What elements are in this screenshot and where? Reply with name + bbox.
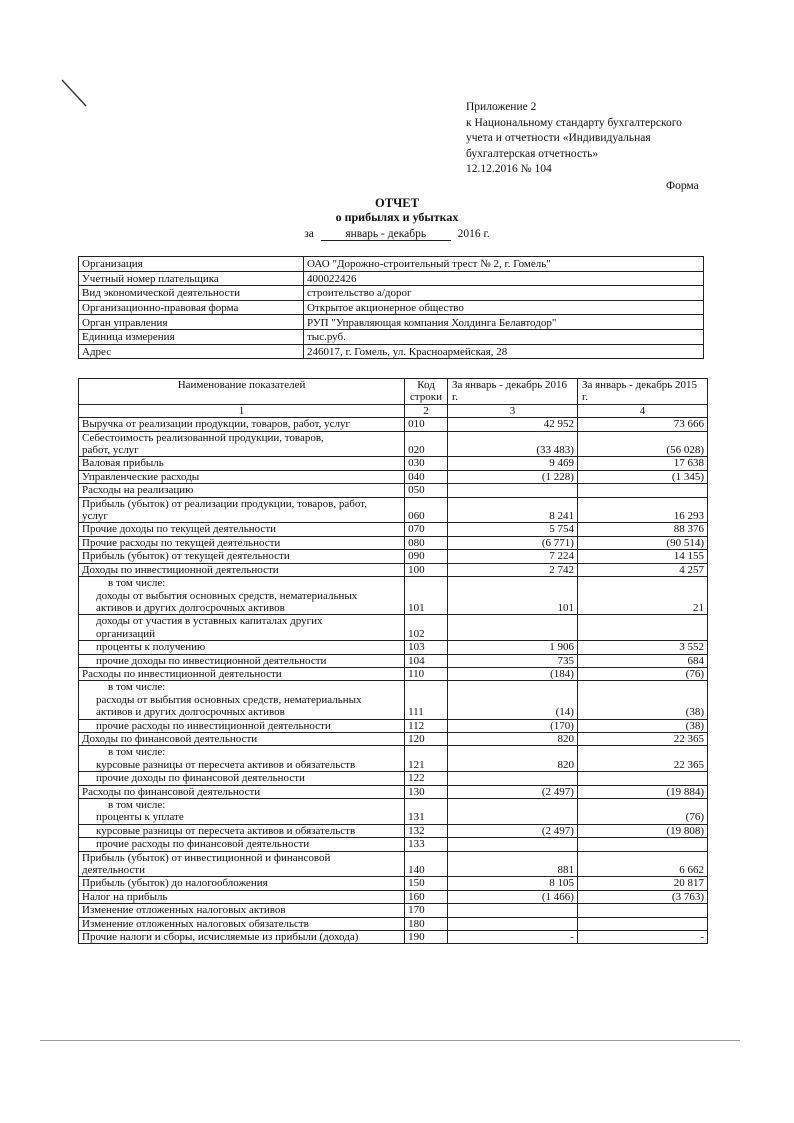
- row-value-2015: (3 763): [577, 890, 707, 903]
- info-value: ОАО "Дорожно-строительный трест № 2, г. Гомель": [304, 257, 704, 272]
- table-row: [79, 577, 708, 615]
- row-value-2015: 16 293: [577, 497, 707, 523]
- row-value-2015: [577, 904, 707, 917]
- row-name-line: в том числе:: [108, 799, 166, 811]
- period-year: 2016 г.: [457, 228, 490, 240]
- annex-line: 12.12.2016 № 104: [466, 163, 552, 175]
- row-name-line: проценты к уплате: [96, 811, 184, 824]
- row-name-line: Изменение отложенных налоговых активов: [82, 904, 286, 917]
- row-value-2016: [447, 838, 577, 851]
- info-label: Учетный номер плательщика: [79, 271, 304, 286]
- row-name: [79, 799, 405, 825]
- table-row: [79, 824, 708, 837]
- info-row: [79, 344, 704, 359]
- row-name: [79, 615, 405, 641]
- row-value-2016: [447, 904, 577, 917]
- row-name: [79, 746, 405, 772]
- row-code: 131: [405, 799, 448, 825]
- table-row: [79, 654, 708, 667]
- row-value-2015: (90 514): [577, 536, 707, 549]
- row-name-line: в том числе:: [108, 577, 166, 590]
- table-row: [79, 732, 708, 745]
- row-code: 170: [405, 904, 448, 917]
- form-label: Форма: [666, 180, 699, 192]
- row-name: [79, 563, 405, 576]
- row-value-2016: 735: [447, 654, 577, 667]
- row-name: [79, 824, 405, 837]
- page-divider: [40, 1040, 740, 1041]
- row-name-line: Доходы по финансовой деятельности: [82, 732, 258, 745]
- row-value-2015: [577, 615, 707, 641]
- row-value-2016: 5 754: [447, 523, 577, 536]
- row-name-line: активов и других долгосрочных активов: [96, 706, 285, 719]
- row-code: 132: [405, 824, 448, 837]
- report-subtitle: о прибылях и убытках: [335, 210, 459, 224]
- row-code: 140: [405, 851, 448, 877]
- column-number: 2: [405, 404, 448, 417]
- row-code: 103: [405, 641, 448, 654]
- row-code: 190: [405, 931, 448, 944]
- row-value-2016: 7 224: [447, 550, 577, 563]
- table-row: [79, 877, 708, 890]
- info-value: Открытое акционерное общество: [304, 300, 704, 315]
- row-name-line: прочие расходы по финансовой деятельности: [96, 838, 310, 851]
- row-value-2015: 14 155: [577, 550, 707, 563]
- column-number: 1: [79, 404, 405, 417]
- info-value: тыс.руб.: [304, 329, 704, 344]
- row-code: 080: [405, 536, 448, 549]
- row-value-2015: 88 376: [577, 523, 707, 536]
- row-name: [79, 577, 405, 615]
- table-row: [79, 746, 708, 772]
- row-code: 133: [405, 838, 448, 851]
- row-name-line: Расходы по инвестиционной деятельности: [82, 667, 282, 680]
- table-row: [79, 785, 708, 798]
- row-code: 180: [405, 917, 448, 930]
- row-name: [79, 470, 405, 483]
- row-name-line: доходы от выбытия основных средств, нематериальных: [96, 589, 358, 602]
- row-code: 050: [405, 484, 448, 497]
- row-value-2016: (6 771): [447, 536, 577, 549]
- row-code: 112: [405, 719, 448, 732]
- row-code: 040: [405, 470, 448, 483]
- info-row: [79, 300, 704, 315]
- info-value: РУП "Управляющая компания Холдинга Белавтодор": [304, 315, 704, 330]
- row-value-2016: 42 952: [447, 418, 577, 431]
- row-value-2015: 20 817: [577, 877, 707, 890]
- row-name-line: Прибыль (убыток) от текущей деятельности: [82, 550, 290, 563]
- row-value-2016: (14): [447, 681, 577, 719]
- row-name-line: Расходы на реализацию: [82, 484, 194, 497]
- row-name-line: в том числе:: [108, 681, 166, 694]
- row-code: 160: [405, 890, 448, 903]
- row-value-2016: 101: [447, 577, 577, 615]
- table-row: [79, 497, 708, 523]
- info-label: Единица измерения: [79, 329, 304, 344]
- profit-loss-table: [78, 378, 708, 944]
- row-code: 130: [405, 785, 448, 798]
- info-label: Адрес: [79, 344, 304, 359]
- row-name-line: Прибыль (убыток) до налогообложения: [82, 877, 268, 890]
- row-name-line: проценты к получению: [96, 641, 206, 654]
- row-value-2016: (170): [447, 719, 577, 732]
- row-name-line: Прочие доходы по текущей деятельности: [82, 523, 277, 536]
- row-value-2015: 6 662: [577, 851, 707, 877]
- info-value: 400022426: [304, 271, 704, 286]
- annex-line: Приложение 2: [466, 101, 537, 113]
- table-row: [79, 523, 708, 536]
- row-value-2015: (1 345): [577, 470, 707, 483]
- row-name: [79, 550, 405, 563]
- row-name: [79, 497, 405, 523]
- row-name-line: Расходы по финансовой деятельности: [82, 785, 261, 798]
- row-value-2016: [447, 484, 577, 497]
- row-name: [79, 877, 405, 890]
- info-value: 246017, г. Гомель, ул. Красноармейская, 28: [304, 344, 704, 359]
- period-range: январь - декабрь: [321, 228, 451, 241]
- row-code: 010: [405, 418, 448, 431]
- info-row: [79, 315, 704, 330]
- annex-line: учета и отчетности «Индивидуальная: [466, 132, 651, 144]
- row-value-2015: [577, 772, 707, 785]
- row-name-line: прочие доходы по финансовой деятельности: [96, 772, 305, 785]
- header-2016: За январь - декабрь 2016 г.: [447, 379, 577, 405]
- row-name: [79, 890, 405, 903]
- row-value-2015: (76): [577, 799, 707, 825]
- row-name: [79, 904, 405, 917]
- table-row: [79, 470, 708, 483]
- row-code: 102: [405, 615, 448, 641]
- table-header-row: [79, 379, 708, 405]
- row-name-line: курсовые разницы от пересчета активов и обязательств: [96, 758, 356, 771]
- row-code: 070: [405, 523, 448, 536]
- row-name-line: активов и других долгосрочных активов: [96, 601, 285, 614]
- row-name-line: Прибыль (убыток) от реализации продукции, товаров, работ,: [82, 497, 367, 510]
- row-value-2015: [577, 917, 707, 930]
- row-name-line: услуг: [82, 510, 108, 523]
- row-name: [79, 772, 405, 785]
- row-name-line: организаций: [96, 627, 156, 640]
- row-value-2015: -: [577, 931, 707, 944]
- row-name: [79, 523, 405, 536]
- row-name-line: доходы от участия в уставных капиталах других: [96, 615, 323, 628]
- column-number-row: [79, 404, 708, 417]
- row-value-2016: (184): [447, 667, 577, 680]
- header-2015: За январь - декабрь 2015 г.: [577, 379, 707, 405]
- row-value-2015: 3 552: [577, 641, 707, 654]
- info-label: Вид экономической деятельности: [79, 286, 304, 301]
- report-title: ОТЧЕТ: [375, 196, 419, 210]
- table-row: [79, 615, 708, 641]
- annex-line: бухгалтерская отчетность»: [466, 147, 599, 160]
- row-value-2016: 2 742: [447, 563, 577, 576]
- row-name: [79, 681, 405, 719]
- row-name: [79, 654, 405, 667]
- row-code: 090: [405, 550, 448, 563]
- table-row: [79, 719, 708, 732]
- row-code: 111: [405, 681, 448, 719]
- row-name-line: Прибыль (убыток) от инвестиционной и финансовой: [82, 851, 331, 864]
- row-value-2016: [447, 772, 577, 785]
- table-row: [79, 851, 708, 877]
- row-code: 060: [405, 497, 448, 523]
- row-value-2015: 4 257: [577, 563, 707, 576]
- row-value-2015: 17 638: [577, 457, 707, 470]
- row-name: [79, 641, 405, 654]
- info-value: строительство а/дорог: [304, 286, 704, 301]
- row-code: 104: [405, 654, 448, 667]
- row-name: [79, 931, 405, 944]
- row-name: [79, 457, 405, 470]
- row-value-2016: (1 466): [447, 890, 577, 903]
- table-row: [79, 904, 708, 917]
- table-row: [79, 931, 708, 944]
- table-row: [79, 563, 708, 576]
- row-code: 122: [405, 772, 448, 785]
- table-row: [79, 917, 708, 930]
- row-name: [79, 838, 405, 851]
- row-value-2016: 9 469: [447, 457, 577, 470]
- info-label: Орган управления: [79, 315, 304, 330]
- organization-info-table: [78, 256, 704, 359]
- row-value-2015: 684: [577, 654, 707, 667]
- report-period: [0, 228, 794, 241]
- row-code: 020: [405, 431, 448, 457]
- table-row: [79, 484, 708, 497]
- row-code: 110: [405, 667, 448, 680]
- row-name: [79, 418, 405, 431]
- table-row: [79, 667, 708, 680]
- row-name-line: Валовая прибыль: [82, 457, 164, 470]
- row-name-line: Себестоимость реализованной продукции, товаров,: [82, 431, 324, 444]
- pen-mark-icon: [58, 76, 92, 110]
- table-row: [79, 536, 708, 549]
- row-value-2016: (1 228): [447, 470, 577, 483]
- row-value-2015: (19 808): [577, 824, 707, 837]
- row-code: 030: [405, 457, 448, 470]
- info-label: Организационно-правовая форма: [79, 300, 304, 315]
- row-name-line: в том числе:: [108, 746, 166, 759]
- row-value-2016: [447, 799, 577, 825]
- row-name: [79, 536, 405, 549]
- row-value-2016: -: [447, 931, 577, 944]
- row-value-2016: 8 105: [447, 877, 577, 890]
- row-name-line: курсовые разницы от пересчета активов и обязательств: [96, 824, 356, 837]
- row-value-2015: (19 884): [577, 785, 707, 798]
- row-name-line: Управленческие расходы: [82, 470, 200, 483]
- row-name-line: деятельности: [82, 864, 145, 877]
- row-value-2016: 1 906: [447, 641, 577, 654]
- row-name-line: Прочие расходы по текущей деятельности: [82, 536, 281, 549]
- row-value-2016: 820: [447, 746, 577, 772]
- row-value-2015: (38): [577, 681, 707, 719]
- row-value-2016: [447, 917, 577, 930]
- row-name: [79, 484, 405, 497]
- info-row: [79, 271, 704, 286]
- annex-line: к Национальному стандарту бухгалтерского: [466, 116, 682, 129]
- row-value-2016: (33 483): [447, 431, 577, 457]
- table-row: [79, 457, 708, 470]
- row-value-2015: (38): [577, 719, 707, 732]
- row-name-line: Доходы по инвестиционной деятельности: [82, 563, 279, 576]
- row-name-line: прочие расходы по инвестиционной деятельности: [96, 719, 331, 732]
- period-prefix: за: [304, 228, 314, 240]
- row-value-2016: 881: [447, 851, 577, 877]
- row-code: 120: [405, 732, 448, 745]
- table-row: [79, 550, 708, 563]
- table-row: [79, 890, 708, 903]
- row-value-2016: 820: [447, 732, 577, 745]
- column-number: 4: [577, 404, 707, 417]
- row-name: [79, 851, 405, 877]
- row-name-line: Изменение отложенных налоговых обязательств: [82, 917, 309, 930]
- row-value-2016: [447, 615, 577, 641]
- table-row: [79, 641, 708, 654]
- row-name: [79, 785, 405, 798]
- table-row: [79, 431, 708, 457]
- header-code: Код строки: [405, 379, 448, 405]
- row-name: [79, 917, 405, 930]
- row-name: [79, 732, 405, 745]
- row-name: [79, 431, 405, 457]
- row-code: 100: [405, 563, 448, 576]
- row-name-line: расходы от выбытия основных средств, нематериальных: [96, 693, 362, 706]
- row-value-2015: [577, 484, 707, 497]
- row-name-line: прочие доходы по инвестиционной деятельности: [96, 654, 327, 667]
- row-code: 150: [405, 877, 448, 890]
- row-value-2016: 8 241: [447, 497, 577, 523]
- info-row: [79, 329, 704, 344]
- row-name-line: Прочие налоги и сборы, исчисляемые из прибыли (дохода): [82, 931, 359, 944]
- row-value-2016: (2 497): [447, 785, 577, 798]
- row-code: 101: [405, 577, 448, 615]
- table-row: [79, 418, 708, 431]
- info-label: Организация: [79, 257, 304, 272]
- row-name: [79, 667, 405, 680]
- annex-note: [466, 100, 726, 178]
- row-value-2015: 21: [577, 577, 707, 615]
- row-value-2015: 73 666: [577, 418, 707, 431]
- row-name: [79, 719, 405, 732]
- header-name: Наименование показателей: [79, 379, 405, 405]
- row-value-2016: (2 497): [447, 824, 577, 837]
- row-value-2015: [577, 838, 707, 851]
- column-number: 3: [447, 404, 577, 417]
- row-code: 121: [405, 746, 448, 772]
- row-name-line: работ, услуг: [82, 444, 139, 457]
- row-name-line: Выручка от реализации продукции, товаров, работ, услуг: [82, 418, 351, 431]
- row-value-2015: 22 365: [577, 732, 707, 745]
- row-value-2015: 22 365: [577, 746, 707, 772]
- table-row: [79, 838, 708, 851]
- row-name-line: Налог на прибыль: [82, 890, 168, 903]
- table-row: [79, 772, 708, 785]
- table-row: [79, 799, 708, 825]
- info-row: [79, 286, 704, 301]
- info-row: [79, 257, 704, 272]
- row-value-2015: (76): [577, 667, 707, 680]
- row-value-2015: (56 028): [577, 431, 707, 457]
- table-row: [79, 681, 708, 719]
